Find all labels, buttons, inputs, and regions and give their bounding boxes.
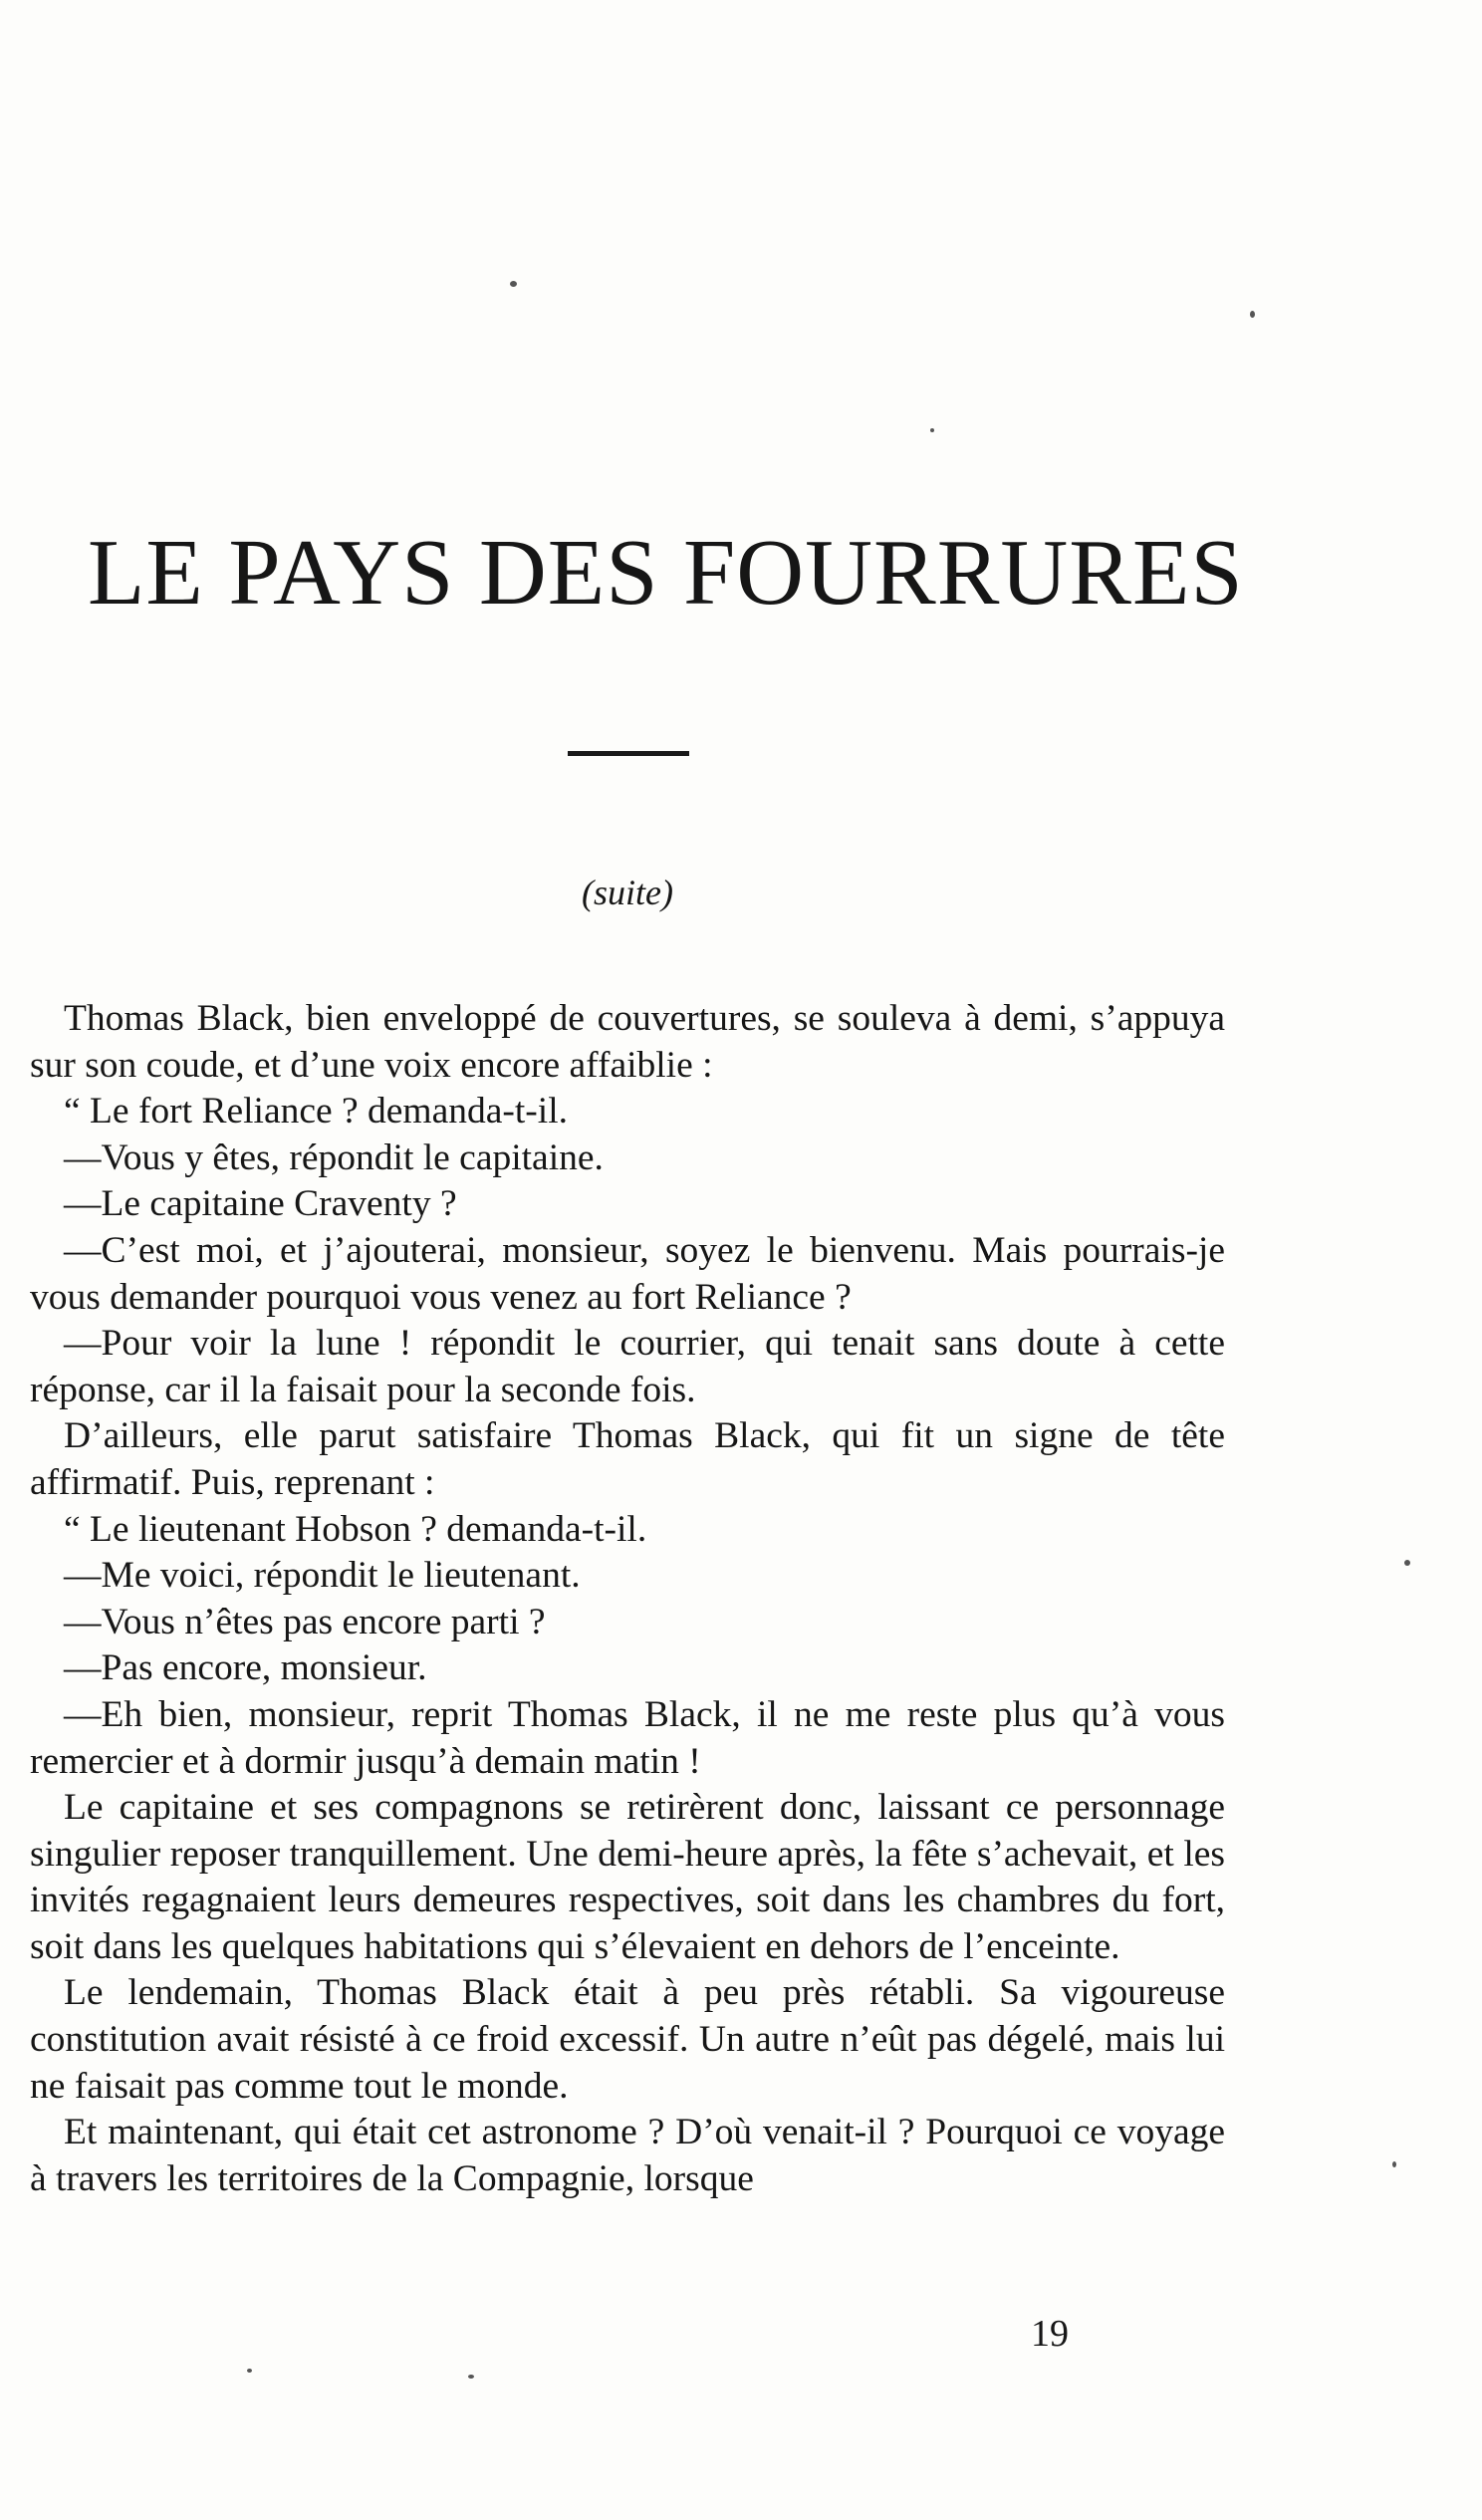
paragraph: —Eh bien, monsieur, reprit Thomas Black, il ne me reste plus qu’à vous remercier et à dormir jusqu’à demain matin !	[30, 1693, 1225, 1782]
paragraph: Le lendemain, Thomas Black était à peu près rétabli. Sa vigoureuse constitution avait résisté à ce froid excessif. Un autre n’eût pas dégelé, mais lui ne faisait pas comme tout le monde.	[30, 1972, 1225, 2107]
title-rule	[568, 751, 689, 756]
page-number: 19	[1031, 2313, 1069, 2355]
paragraph: —Pour voir la lune ! répondit le courrier, qui tenait sans doute à cette réponse, car il la faisait pour la seconde fois.	[30, 1323, 1225, 1410]
paragraph: Le capitaine et ses compagnons se retirèrent donc, laissant ce personnage singulier reposer tranquillement. Une demi-heure après, la fête s’achevait, et les invités regagnaient leurs demeures respectives, soit dans les chambres du fort, soit dans les quelques habitations qui s’élevaient en dehors de l’enceinte.	[30, 1787, 1225, 1967]
paragraph: “ Le lieutenant Hobson ? demanda-t-il.	[64, 1508, 647, 1550]
paragraph: —Le capitaine Craventy ?	[64, 1183, 457, 1225]
chapter-subtitle: (suite)	[582, 873, 673, 912]
chapter-title: LE PAYS DES FOURRURES	[88, 521, 1244, 625]
paragraph: D’ailleurs, elle parut satisfaire Thomas Black, qui fit un signe de tête affirmatif. Puis, reprenant :	[30, 1415, 1225, 1503]
scan-speck	[1250, 311, 1255, 318]
scan-speck	[247, 2369, 252, 2373]
scan-speck	[1392, 2161, 1396, 2167]
paragraph: Et maintenant, qui était cet astronome ? D’où venait-il ? Pourquoi ce voyage à travers les territoires de la Compagnie, lorsque	[30, 2112, 1225, 2199]
paragraph: “ Le fort Reliance ? demanda-t-il.	[64, 1091, 568, 1133]
scan-speck	[468, 2375, 474, 2379]
scan-speck	[930, 428, 934, 432]
scan-speck	[1404, 1560, 1410, 1566]
paragraph: —Pas encore, monsieur.	[64, 1647, 427, 1689]
paragraph: Thomas Black, bien enveloppé de couvertures, se souleva à demi, s’appuya sur son coude, et d’une voix encore affaiblie :	[30, 998, 1225, 1086]
scan-speck	[510, 281, 517, 287]
paragraph: —Vous y êtes, répondit le capitaine.	[64, 1136, 604, 1178]
paragraph: —C’est moi, et j’ajouterai, monsieur, soyez le bienvenu. Mais pourrais-je vous demander pourquoi vous venez au fort Reliance ?	[30, 1229, 1225, 1318]
body-text	[30, 996, 1225, 2202]
paragraph: —Vous n’êtes pas encore parti ?	[64, 1601, 546, 1642]
paragraph: —Me voici, répondit le lieutenant.	[64, 1555, 581, 1597]
